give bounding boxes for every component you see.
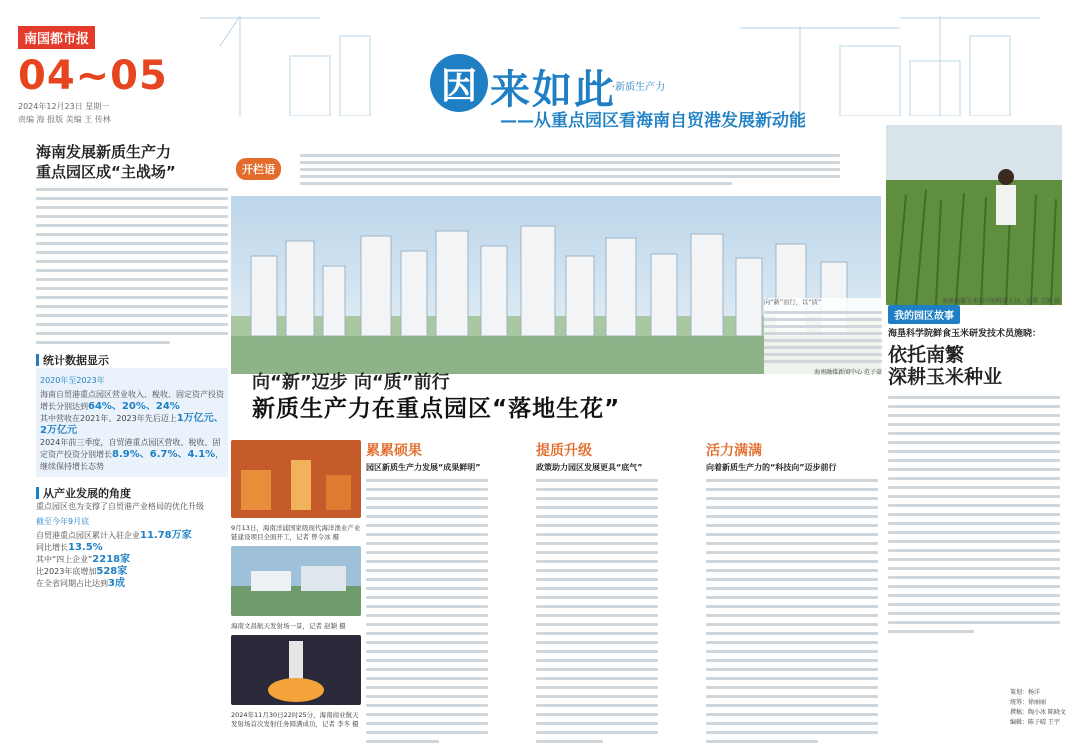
masthead xyxy=(18,26,168,146)
field-photo-caption: 海南南繁玉米田中的科研人员，记者 王凯 摄 xyxy=(942,298,1060,305)
photo-caption-box xyxy=(764,298,882,426)
section-title-upgrade: 提质升级 xyxy=(536,443,592,459)
brand-logo: 南国都市报 xyxy=(18,26,95,49)
stats-box: 2020年至2023年 海南自贸港重点园区营业收入、税收、固定资产投资增长分别达到64%、20%、24% 其中营收在2021年、2023年先后迈上1万亿元、2万亿元 2024年前三季度，自贸港重点园区营收、税收、固定资产投资分别增长8.9%、6.7%、4.1%，继续保持增长态势 xyxy=(36,368,228,477)
story-title-line1: 依托南繁 xyxy=(888,344,965,366)
industrial-park-photo xyxy=(231,546,361,616)
industry-year: 截至今年9月底 xyxy=(36,517,90,526)
photo1-caption: 9月13日，海南洋浦国家级现代海洋渔业产业链建设项目全面开工，记者 曾令冰 摄 xyxy=(231,524,361,541)
section-sub-upgrade: 政策助力园区发展更具“底气” xyxy=(536,463,643,472)
article-text-block xyxy=(36,188,228,344)
open-column-badge: 开栏语 xyxy=(236,158,281,180)
page-numbers: 04~05 xyxy=(18,53,168,99)
story-badge: 我的园区故事 xyxy=(888,305,960,324)
section-sub-vitality: 向着新质生产力的“科技向”迈步前行 xyxy=(706,463,837,472)
photo2-caption: 海南文昌航天发射场一景，记者 赵颖 摄 xyxy=(231,622,346,630)
story-kicker: 海垦科学院鲜食玉米研发技术员施晓： xyxy=(888,329,1042,339)
section-vitality xyxy=(706,440,878,750)
section-upgrade xyxy=(536,440,658,750)
section-subtitle: ——从重点园区看海南自贸港发展新动能 xyxy=(500,111,806,131)
photo3-caption: 2024年11月30日22时25分，海南商业航天发射场首次发射任务圆满成功，记者 李冬 摄 xyxy=(231,711,359,728)
caption-credit: 海南融媒新闻中心 范子豪 xyxy=(814,369,882,376)
section-title-vitality: 活力满满 xyxy=(706,443,762,459)
robot-factory-photo xyxy=(231,440,361,518)
story-body xyxy=(888,390,1060,680)
section-title: 来如此 xyxy=(490,66,616,113)
left-column: 海南发展新质生产力 重点园区成“主战场” 统计数据显示 2020年至2023年 海南自贸港重点园区营业收入、税收、固定资产投资增长分别达到64%、20%、24% 其中营收在2021年、2023年先后迈上1万亿元、2万亿元 2024年前三季度，自贸港重点园区营收、税收、固定资产投资分别增长8.9%、6.7%、4.1%，继续保持增长态势 从产业发展的角度 重点园区也为支撑了自贸港产业格局的优化升级 截至今年9月底 自贸港重点园区累计入驻企业11.78万家 同比增长13.5% 其中“四上企业”2218家 比2023年底增加528家 在全省同期占比达到3成 xyxy=(36,142,228,742)
stats-year: 2020年至2023年 xyxy=(40,376,105,385)
feature-headline: 新质生产力在重点园区“落地生花” xyxy=(252,396,621,422)
left-headline-1: 海南发展新质生产力 xyxy=(36,143,172,161)
credits: 策划：杨洋 统筹：徐丽丽 撰稿：陶小冰 陈晓文 编辑：陈子晴 王宇 xyxy=(1010,689,1066,726)
section-tag: ·新质生产力 xyxy=(612,82,666,93)
feature-subtitle: 向“新”迈步 向“质”前行 xyxy=(252,372,450,393)
caption-title: 向“新”而行，以“质” xyxy=(764,299,822,306)
rocket-launch-photo xyxy=(231,635,361,705)
stats-heading: 统计数据显示 xyxy=(36,352,228,368)
stat1-values: 64%、20%、24% xyxy=(88,401,180,412)
section-title-achievements: 累累硕果 xyxy=(366,443,422,459)
feature-title-block xyxy=(430,48,850,131)
corn-field-photo xyxy=(886,125,1062,305)
title-circle-char: 因 xyxy=(430,54,488,112)
industry-heading: 从产业发展的角度 xyxy=(36,485,228,501)
industry-text: 重点园区也为支撑了自贸港产业格局的优化升级 xyxy=(36,502,204,511)
issue-date: 2024年12月23日 星期一 xyxy=(18,102,110,111)
section-achievements xyxy=(366,440,488,750)
intro-text xyxy=(300,150,840,198)
left-headline-2: 重点园区成“主战场” xyxy=(36,163,176,181)
photo-column xyxy=(231,440,361,750)
stat2-values: 1万亿元、2万亿元 xyxy=(40,413,224,436)
story-title-line2: 深耕玉米种业 xyxy=(888,366,1003,388)
editor-line: 责编 海 报版 美编 王 传林 xyxy=(18,115,111,124)
stat3-values: 8.9%、6.7%、4.1% xyxy=(112,449,216,460)
section-sub-achievements: 园区新质生产力发展“成果鲜明” xyxy=(366,463,481,472)
